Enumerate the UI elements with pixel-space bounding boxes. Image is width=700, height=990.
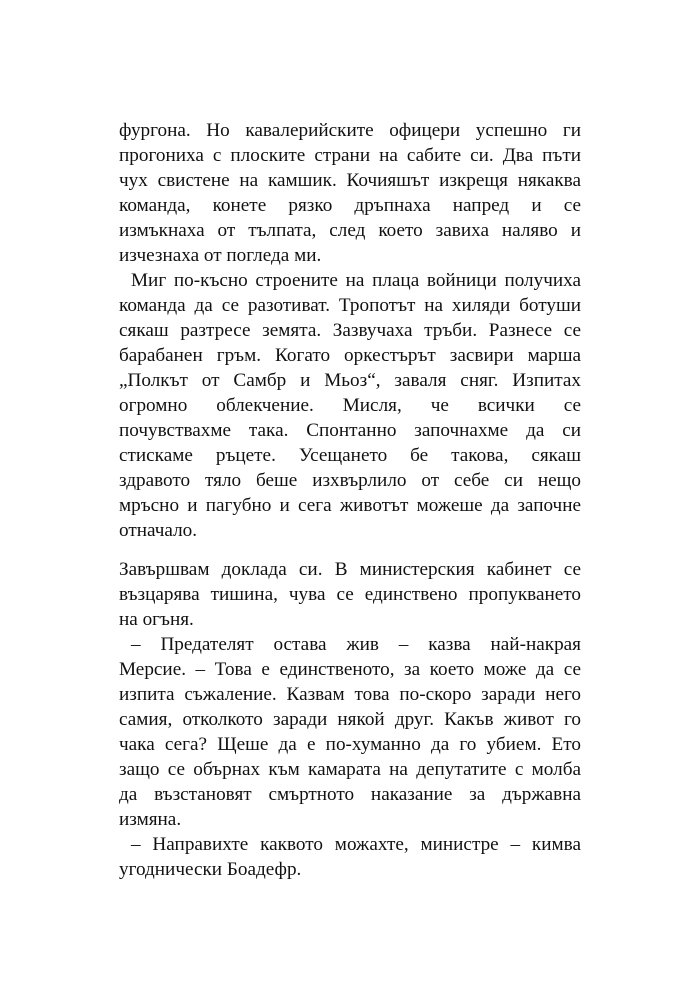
text-line: защо се обърнах към камарата на депутатите с молба (119, 759, 581, 780)
text-line: здравото тяло беше изхвърлило от себе си нещо (119, 470, 581, 491)
text-line: барабанен гръм. Когато оркестърът засвири марша (119, 345, 581, 366)
text-line: изчезнаха от погледа ми. (119, 245, 322, 266)
text-line: фургона. Но кавалерийските офицери успешно ги (119, 120, 581, 141)
text-line: мръсно и пагубно и сега животът можеше да започне (119, 495, 581, 516)
text-line: измяна. (119, 809, 182, 830)
text-line: на огъня. (119, 609, 194, 630)
body-text (119, 118, 581, 882)
paragraph (119, 118, 581, 268)
text-line: изпита съжаление. Казвам това по-скоро заради него (119, 684, 581, 705)
text-line: стискаме ръцете. Усещането бе такова, сякаш (119, 445, 581, 466)
text-line: команда, конете рязко дръпнаха напред и се (119, 195, 581, 216)
text-line: Завършвам доклада си. В министерския кабинет се (119, 559, 581, 580)
text-line: чух свистене на камшик. Кочияшът изкрещя някаква (119, 170, 581, 191)
paragraph (119, 632, 581, 832)
text-line: прогониха с плоските страни на сабите си. Два пъти (119, 145, 581, 166)
paragraph (119, 832, 581, 882)
text-line: команда да се разотиват. Тропотът на хиляди ботуши (119, 295, 581, 316)
text-line: измъкнаха от тълпата, след което завиха наляво и (119, 220, 581, 241)
text-line: почувствахме така. Спонтанно започнахме да си (119, 420, 581, 441)
text-line: чака сега? Щеше да е по-хуманно да го убием. Ето (119, 734, 581, 755)
text-line: угоднически Боадефр. (119, 859, 302, 880)
text-line: отначало. (119, 520, 198, 541)
text-line: самия, отколкото заради някой друг. Какъв живот го (119, 709, 581, 730)
text-line: Мерсие. – Това е единственото, за което може да се (119, 659, 581, 680)
text-line: сякаш разтресе земята. Зазвучаха тръби. Разнесе се (119, 320, 581, 341)
text-line: – Предателят остава жив – казва най-накрая (131, 634, 581, 655)
text-line: възцарява тишина, чува се единствено пропукването (119, 584, 581, 605)
text-line: – Направихте каквото можахте, министре – кимва (131, 834, 581, 855)
text-line: Миг по-късно строените на плаца войници получиха (131, 270, 581, 291)
text-line: да възстановят смъртното наказание за държавна (119, 784, 581, 805)
section-gap (119, 543, 581, 557)
text-line: „Полкът от Самбр и Мьоз“, заваля сняг. Изпитах (119, 370, 581, 391)
paragraph (119, 557, 581, 632)
text-line: огромно облекчение. Мисля, че всички се (119, 395, 581, 416)
paragraph (119, 268, 581, 543)
